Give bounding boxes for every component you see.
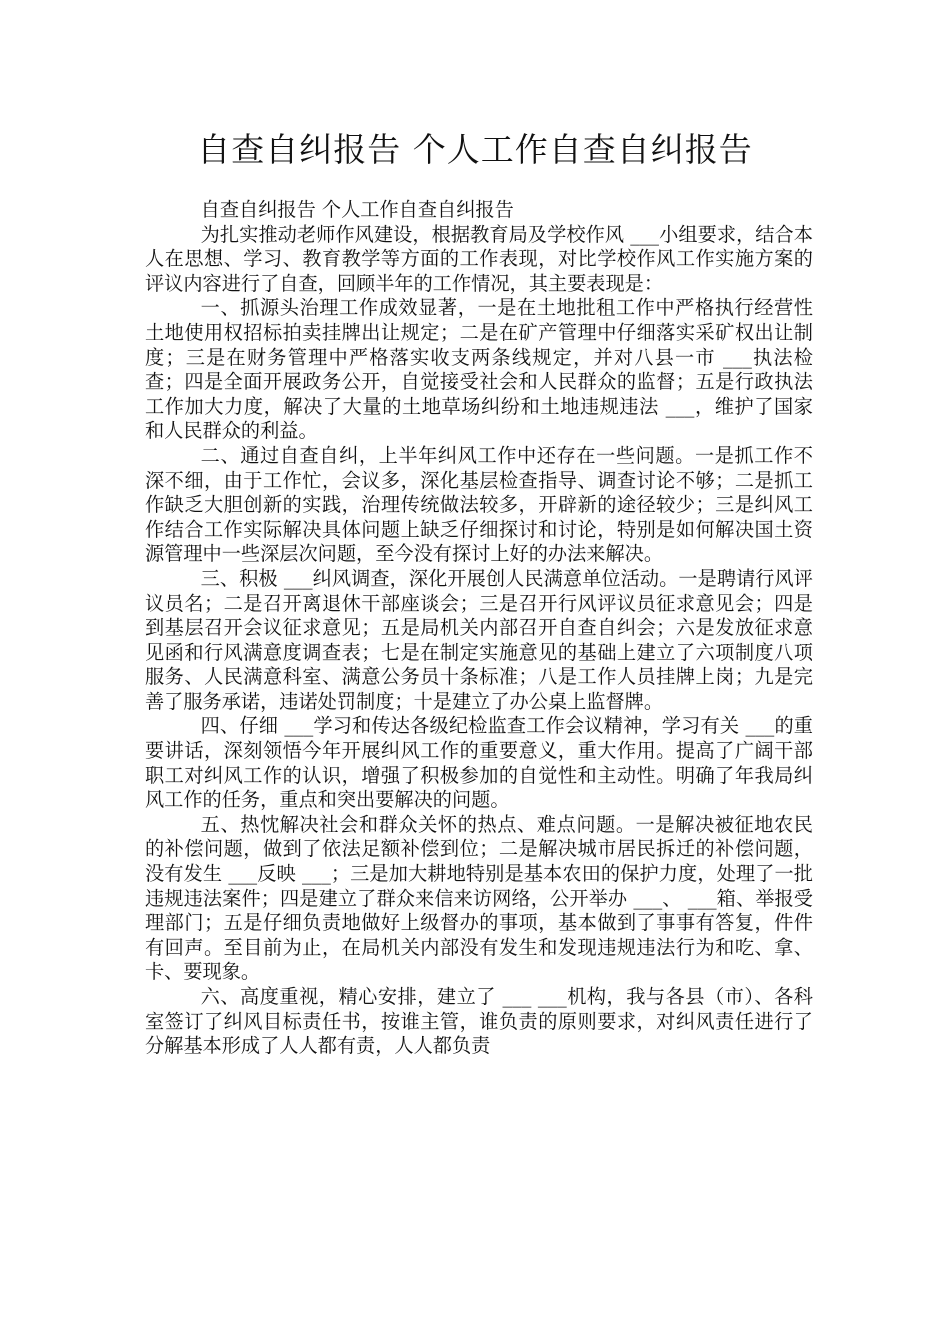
- paragraph-intro: 为扎实推动老师作风建设，根据教育局及学校作风 ___小组要求，结合本人在思想、学习、教育教学等方面的工作表现，对比学校作风工作实施方案的评议内容进行了自查，回顾半年的工作情况，其主要表现是：: [145, 222, 813, 295]
- paragraph-section-1: 一、抓源头治理工作成效显著，一是在土地批租工作中严格执行经营性土地使用权招标拍卖挂牌出让规定；二是在矿产管理中仔细落实采矿权出让制度；三是在财务管理中严格落实收支两条线规定，并对八县一市 ___执法检查；四是全面开展政务公开，自觉接受社会和人民群众的监督；五是行政执法工作加大力度，解决了大量的土地草场纠纷和土地违规违法 ___，维护了国家和人民群众的利益。: [145, 296, 813, 443]
- paragraph-section-6: 六、高度重视，精心安排，建立了 ___ ___机构，我与各县（市）、各科室签订了纠风目标责任书，按谁主管，谁负责的原则要求，对纠风责任进行了分解基本形成了人人都有责，人人都负责: [145, 985, 813, 1058]
- paragraph-section-2: 二、通过自查自纠，上半年纠风工作中还存在一些问题。一是抓工作不深不细，由于工作忙，会议多，深化基层检查指导、调查讨论不够；二是抓工作缺乏大胆创新的实践，治理传统做法较多，开辟新的途径较少；三是纠风工作结合工作实际解决具体问题上缺乏仔细探讨和讨论，特别是如何解决国土资源管理中一些深层次问题，至今没有探讨上好的办法来解决。: [145, 443, 813, 566]
- paragraph-subtitle: 自查自纠报告 个人工作自查自纠报告: [200, 198, 514, 221]
- document-body: [145, 198, 813, 1059]
- paragraph-section-4: 四、仔细 ___学习和传达各级纪检监查工作会议精神，学习有关 ___的重要讲话，深刻领悟今年开展纠风工作的重要意义，重大作用。提高了广阔干部职工对纠风工作的认识，增强了积极参加的自觉性和主动性。明确了年我局纠风工作的任务，重点和突出要解决的问题。: [145, 714, 813, 812]
- document-title: 自查自纠报告 个人工作自查自纠报告: [197, 130, 753, 169]
- paragraph-section-5: 五、热忱解决社会和群众关怀的热点、难点问题。一是解决被征地农民的补偿问题，做到了依法足额补偿到位；二是解决城市居民拆迁的补偿问题，没有发生 ___反映 ___；三是加大耕地特别是基本农田的保护力度，处理了一批违规违法案件；四是建立了群众来信来访网络，公开举办 ___、 ___箱、举报受理部门；五是仔细负责地做好上级督办的事项，基本做到了事事有答复，件件有回声。至目前为止，在局机关内部没有发生和发现违规违法行为和吃、拿、卡、要现象。: [145, 812, 813, 984]
- paragraph-section-3: 三、积极 ___纠风调查，深化开展创人民满意单位活动。一是聘请行风评议员名；二是召开离退休干部座谈会；三是召开行风评议员征求意见会；四是到基层召开会议征求意见；五是局机关内部召开自查自纠会；六是发放征求意见函和行风满意度调查表；七是在制定实施意见的基础上建立了六项制度八项服务、人民满意科室、满意公务员十条标准；八是工作人员挂牌上岗；九是完善了服务承诺，违诺处罚制度；十是建立了办公桌上监督牌。: [145, 566, 813, 713]
